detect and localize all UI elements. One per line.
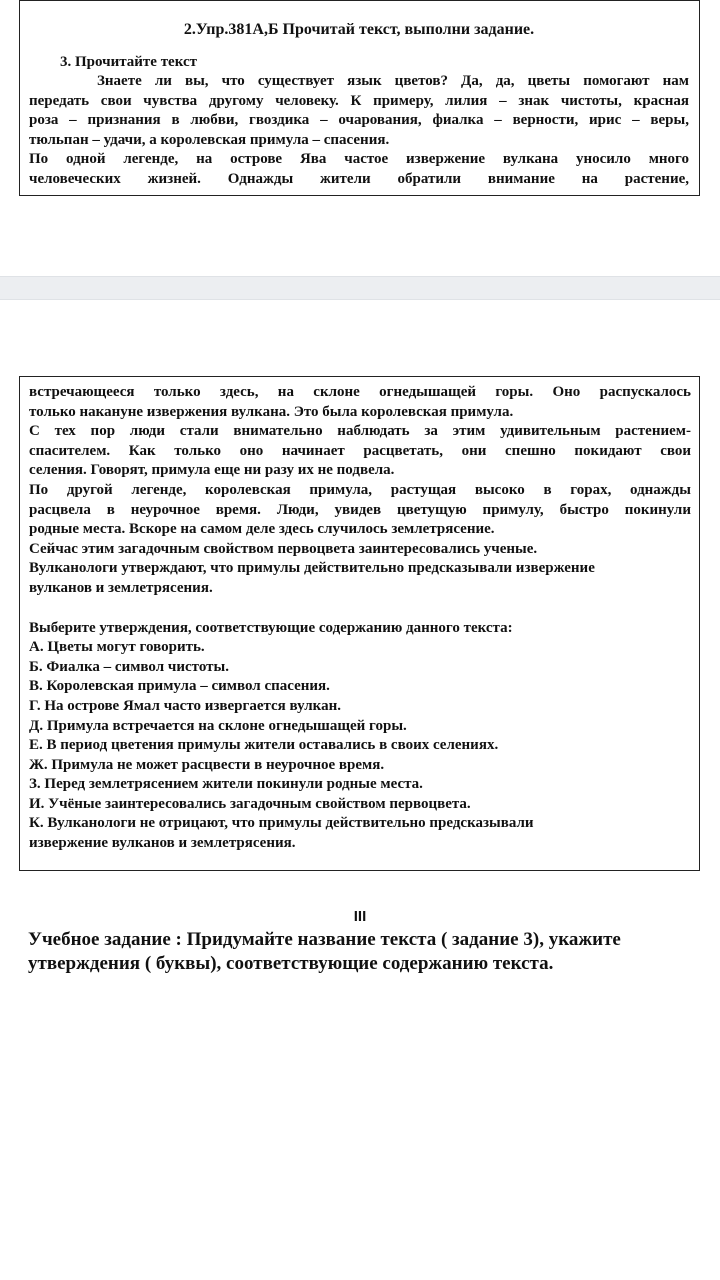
- text-line: тюльпан – удачи, а королевская примула – спасения.: [29, 131, 390, 148]
- text-line: селения. Говорят, примула еще ни разу их не подвела.: [29, 462, 395, 479]
- page-divider: [0, 276, 720, 300]
- text-line: передать свои чувства другому человеку. К примеру, лилия – знак чистоты, красная: [29, 92, 689, 109]
- page-marker: III: [353, 908, 367, 925]
- question-prompt: Выберите утверждения, соответствующие содержанию данного текста:: [29, 619, 513, 636]
- answer-option: И. Учёные заинтересовались загадочным свойством первоцвета.: [29, 795, 471, 812]
- answer-option: Е. В период цветения примулы жители оставались в своих селениях.: [29, 737, 499, 754]
- answer-option: Б. Фиалка – символ чистоты.: [29, 658, 229, 675]
- answer-option: Ж. Примула не может расцвести в неурочное время.: [29, 756, 385, 773]
- text-line: расцвела в неурочное время. Люди, увидев цветущую примулу, быстро покинули: [29, 501, 691, 518]
- text-line: роза – признания в любви, гвоздика – очарования, фиалка – верности, ирис – веры,: [29, 112, 689, 129]
- text-line: вулканов и землетрясения.: [29, 579, 213, 596]
- answer-option: Д. Примула встречается на склоне огнедышащей горы.: [29, 717, 407, 734]
- text-line: По другой легенде, королевская примула, растущая высоко в горах, однажды: [29, 481, 691, 498]
- text-line: спасителем. Как только оно начинает расцветать, они спешно покидают свои: [29, 442, 691, 459]
- text-line: родные места. Вскоре на самом деле здесь случилось землетрясение.: [29, 521, 495, 538]
- text-box-top: [19, 0, 700, 196]
- text-line: Сейчас этим загадочным свойством первоцвета заинтересовались ученые.: [29, 540, 538, 557]
- answer-option: К. Вулканологи не отрицают, что примулы действительно предсказывали: [29, 815, 534, 832]
- answer-option: В. Королевская примула – символ спасения.: [29, 678, 330, 695]
- text-line: только накануне извержения вулкана. Это была королевская примула.: [29, 403, 514, 420]
- learning-task: Учебное задание : Придумайте название текста ( задание 3), укажите утверждения ( буквы), соответствующие содержанию текста.: [28, 929, 621, 974]
- text-line: С тех пор люди стали внимательно наблюдать за этим удивительным растением-: [29, 423, 691, 440]
- text-line: встречающееся только здесь, на склоне огнедышащей горы. Оно распускалось: [29, 384, 691, 400]
- text-box-bottom: [19, 376, 700, 871]
- text-line: По одной легенде, на острове Ява частое извержение вулкана уносило много: [29, 151, 689, 168]
- text-line: Знаете ли вы, что существует язык цветов? Да, да, цветы помогают нам: [97, 73, 689, 89]
- section-title: 3. Прочитайте текст: [60, 54, 198, 70]
- exercise-title: 2.Упр.381А,Б Прочитай текст, выполни задание.: [183, 21, 535, 38]
- answer-option: А. Цветы могут говорить.: [29, 639, 205, 656]
- answer-option: извержение вулканов и землетрясения.: [29, 835, 296, 852]
- text-line: Вулканологи утверждают, что примулы действительно предсказывали извержение: [29, 560, 595, 577]
- answer-option: З. Перед землетрясением жители покинули родные места.: [29, 776, 423, 793]
- answer-option: Г. На острове Ямал часто извергается вулкан.: [29, 697, 341, 714]
- text-line: человеческих жизней. Однажды жители обратили внимание на растение,: [29, 170, 689, 187]
